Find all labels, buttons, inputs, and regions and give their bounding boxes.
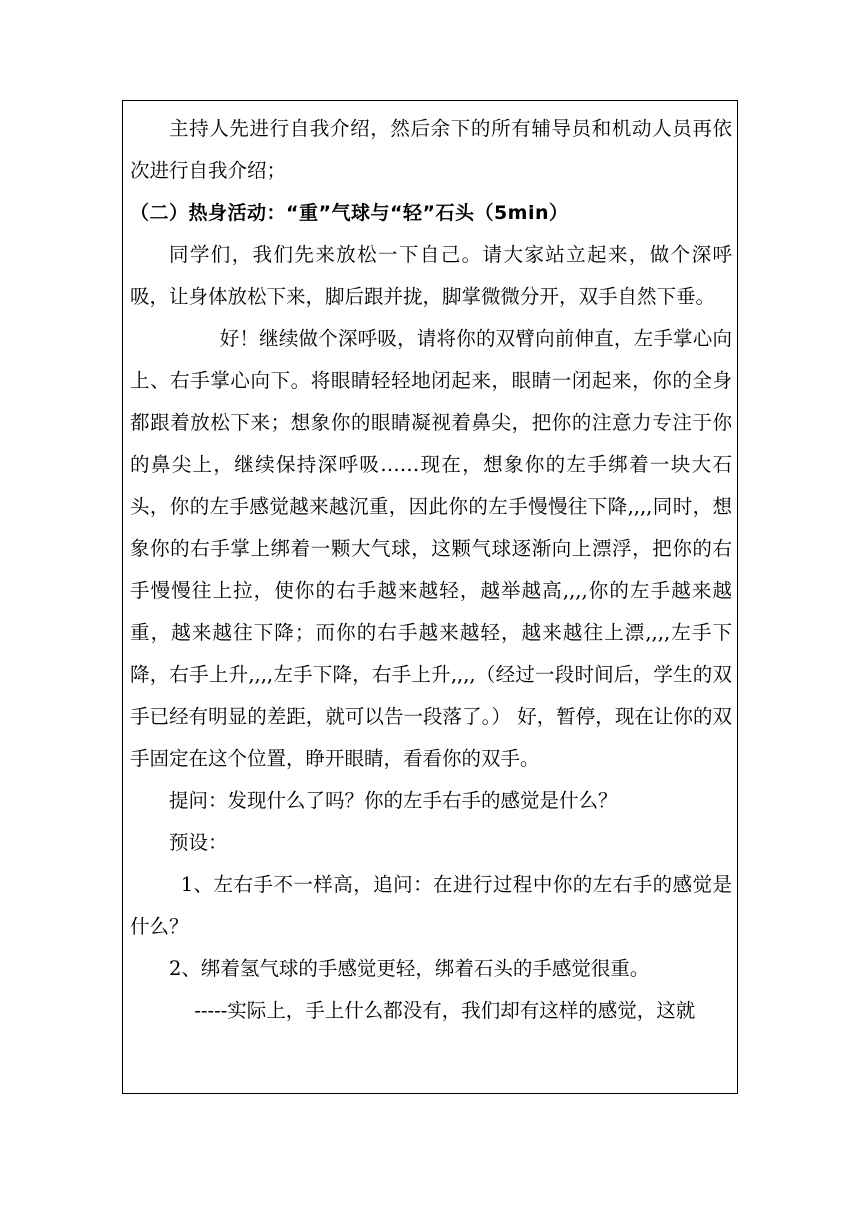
document-body bbox=[130, 108, 732, 1032]
section-heading: （二）热身活动：“重”气球与“轻”石头（5min） bbox=[130, 202, 569, 224]
guided-imagery-paragraph: 好！继续做个深呼吸，请将你的双臂向前伸直，左手掌心向上、右手掌心向下。将眼睛轻轻地闭起来，眼睛一闭起来，你的全身都跟着放松下来；想象你的眼睛凝视着鼻尖，把你的注意力专注于你的鼻尖上，继续保持深呼吸……现在，想象你的左手绑着一块大石头，你的左手感觉越来越沉重，因此你的左手慢慢往下降,,,,同时，想象你的右手掌上绑着一颗大气球，这颗气球逐渐向上漂浮，把你的右手慢慢往上拉，使你的右手越来越轻，越举越高,,,,你的左手越来越重，越来越往下降；而你的右手越来越轻，越来越往上漂,,,,左手下降，右手上升,,,,左手下降，右手上升,,,,（经过一段时间后，学生的双手已经有明显的差距，就可以告一段落了。） 好，暂停，现在让你的双手固定在这个位置，睁开眼睛，看看你的双手。 bbox=[130, 327, 732, 770]
preset-item-1: 1、左右手不一样高，追问：在进行过程中你的左右手的感觉是什么？ bbox=[130, 873, 732, 938]
conclusion-paragraph: -----实际上，手上什么都没有，我们却有这样的感觉，这就 bbox=[194, 999, 696, 1022]
preset-item-2: 2、绑着氢气球的手感觉更轻，绑着石头的手感觉很重。 bbox=[169, 957, 650, 980]
preset-label: 预设： bbox=[169, 831, 228, 854]
intro-paragraph: 主持人先进行自我介绍，然后余下的所有辅导员和机动人员再依次进行自我介绍； bbox=[130, 117, 732, 182]
warmup-instruction-paragraph: 同学们，我们先来放松一下自己。请大家站立起来，做个深呼吸，让身体放松下来，脚后跟并拢，脚掌微微分开，双手自然下垂。 bbox=[130, 243, 732, 308]
question-paragraph: 提问：发现什么了吗？你的左手右手的感觉是什么？ bbox=[169, 789, 618, 812]
